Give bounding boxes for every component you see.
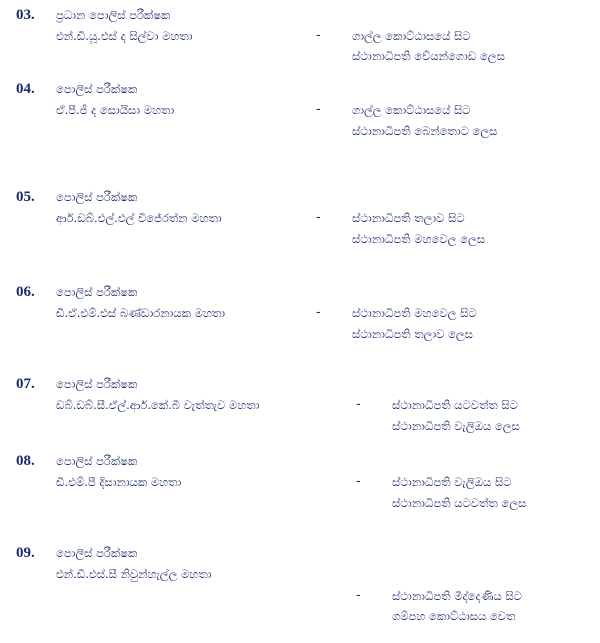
transfer-from: ස්ථානාධිපති යටවත්ත සිට xyxy=(392,398,518,412)
entry-number: 07. xyxy=(16,376,35,392)
entry-number: 04. xyxy=(16,81,35,97)
officer-name: ඩී.ඒ.එම්.එස් බණ්ඩාරනායක මහතා xyxy=(56,306,226,320)
separator-dash: - xyxy=(316,305,321,320)
separator-dash: - xyxy=(356,474,361,489)
separator-dash: - xyxy=(316,210,321,225)
separator-dash: - xyxy=(356,588,361,603)
transfer-from: ස්ථානාධිපති තලාව සිට xyxy=(352,211,465,225)
officer-name: එන්.ඩී.එස්.සී නිවුන්හැල්ල මහතා xyxy=(56,567,212,581)
transfer-to: ස්ථානාධිපති බෙන්තොට ලෙස xyxy=(352,124,498,138)
transfer-from: ස්ථානාධිපති මීද්දෙණිය සිට xyxy=(392,589,522,603)
officer-rank: පොලිස් පරීක්ෂක xyxy=(56,377,138,391)
entry-number: 09. xyxy=(16,545,35,561)
officer-rank: පොලිස් පරීක්ෂක xyxy=(56,285,138,299)
entry-number: 06. xyxy=(16,284,35,300)
officer-rank: පොලිස් පරීක්ෂක xyxy=(56,546,138,560)
transfer-to: ස්ථානාධිපති මහවෙල ලෙස xyxy=(352,232,485,246)
separator-dash: - xyxy=(316,28,321,43)
transfer-to: ස්ථානාධිපති යටවත්ත ලෙස xyxy=(392,496,527,510)
entry-number: 08. xyxy=(16,453,35,469)
transfer-to: ගම්පහ කොට්ඨාසය වෙත xyxy=(392,609,516,623)
separator-dash: - xyxy=(316,102,321,117)
transfer-to: ස්ථානාධිපති වැලිඔය ලෙස xyxy=(392,419,520,433)
entry-number: 05. xyxy=(16,189,35,205)
officer-rank: පොලිස් පරීක්ෂක xyxy=(56,190,138,204)
transfer-from: ගාල්ල කොට්ඨාසයේ සිට xyxy=(352,29,471,43)
officer-rank: ප්‍රධාන පොලිස් පරීක්ෂක xyxy=(56,8,171,22)
transfer-to: ස්ථානාධිපති තලාව ලෙස xyxy=(352,327,473,341)
separator-dash: - xyxy=(356,397,361,412)
transfer-from: ස්ථානාධිපති මහවෙල සිට xyxy=(352,306,477,320)
transfer-to: ස්ථානාධිපති වේයන්ගොඩ ලෙස xyxy=(352,49,505,63)
officer-name: ආර්.ඩබ්.එල්.එල් විජේරත්න මහතා xyxy=(56,211,222,225)
officer-name: එන්.ඩී.යූ.එස් ද සිල්වා මහතා xyxy=(56,29,193,43)
transfer-from: ගාල්ල කොට්ඨාසයේ සිට xyxy=(352,103,471,117)
transfer-from: ස්ථානාධිපති වැලිඔය සිට xyxy=(392,475,512,489)
officer-rank: පොලිස් පරීක්ෂක xyxy=(56,82,138,96)
officer-rank: පොලිස් පරීක්ෂක xyxy=(56,454,138,468)
officer-name: ඩී.එම්.පී දිසානායක මහතා xyxy=(56,475,182,489)
officer-name: ඩබ්.ඩබ්.සී.ඒල්.ආර්.කේ.බී වැත්තැව මහතා xyxy=(56,398,260,412)
officer-name: ඒ.පී.ජී ද සොයිසා මහතා xyxy=(56,103,175,117)
entry-number: 03. xyxy=(16,7,35,23)
